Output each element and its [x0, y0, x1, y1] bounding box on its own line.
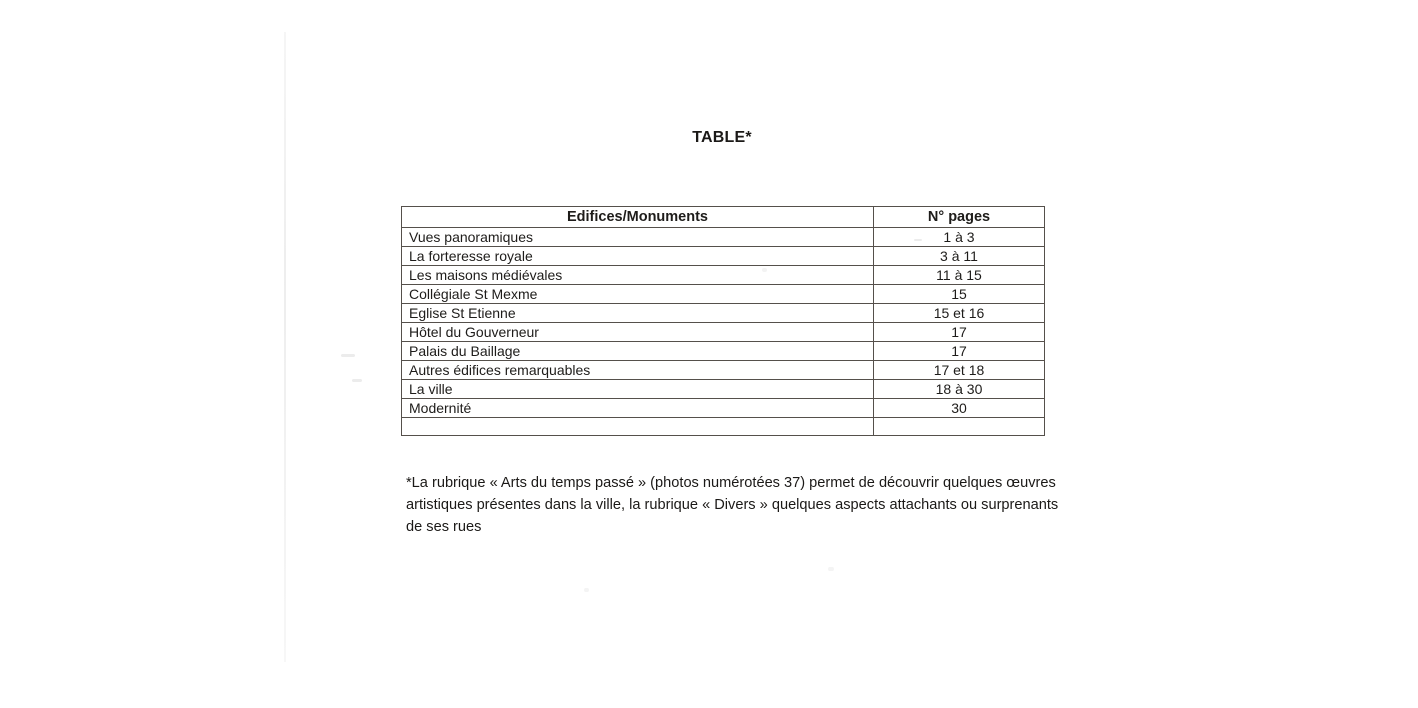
- contents-table: [401, 206, 1045, 436]
- table-row: [402, 399, 1045, 418]
- pages-cell: 15 et 16: [874, 304, 1045, 323]
- monument-cell: Autres édifices remarquables: [402, 361, 874, 380]
- table-row: [402, 285, 1045, 304]
- page-title: TABLE*: [692, 129, 752, 146]
- scan-artifact: [284, 32, 286, 662]
- table-row-empty: [402, 418, 1045, 436]
- monument-cell: [402, 418, 874, 436]
- footnote-line: *La rubrique « Arts du temps passé » (photos numérotées 37) permet de découvrir quelques œuvres: [406, 475, 1056, 491]
- table-row: [402, 323, 1045, 342]
- monument-cell: Eglise St Etienne: [402, 304, 874, 323]
- scan-artifact: [584, 588, 589, 592]
- table-row: [402, 342, 1045, 361]
- monument-cell: Palais du Baillage: [402, 342, 874, 361]
- scan-artifact: [828, 567, 834, 571]
- pages-cell: 17: [874, 342, 1045, 361]
- pages-cell: 3 à 11: [874, 247, 1045, 266]
- pages-cell: 18 à 30: [874, 380, 1045, 399]
- pages-cell: 30: [874, 399, 1045, 418]
- pages-cell: 17 et 18: [874, 361, 1045, 380]
- table-row: [402, 361, 1045, 380]
- monument-cell: Hôtel du Gouverneur: [402, 323, 874, 342]
- pages-cell: 11 à 15: [874, 266, 1045, 285]
- monument-cell: La ville: [402, 380, 874, 399]
- table-row: [402, 266, 1045, 285]
- footnote: [406, 472, 1066, 538]
- table-header-row: [402, 207, 1045, 228]
- pages-cell: [874, 418, 1045, 436]
- table-row: [402, 247, 1045, 266]
- monument-cell: Modernité: [402, 399, 874, 418]
- monument-cell: Collégiale St Mexme: [402, 285, 874, 304]
- monument-cell: Vues panoramiques: [402, 228, 874, 247]
- monument-cell: La forteresse royale: [402, 247, 874, 266]
- monuments-column-header: Edifices/Monuments: [402, 207, 874, 228]
- pages-cell: 17: [874, 323, 1045, 342]
- table-row: [402, 228, 1045, 247]
- pages-column-header: N° pages: [874, 207, 1045, 228]
- pages-cell: 1 à 3: [874, 228, 1045, 247]
- scan-artifact: [341, 354, 355, 357]
- scan-artifact: [352, 379, 362, 382]
- footnote-line: artistiques présentes dans la ville, la rubrique « Divers » quelques aspects attachants ou surprenants: [406, 497, 1059, 513]
- monument-cell: Les maisons médiévales: [402, 266, 874, 285]
- pages-cell: 15: [874, 285, 1045, 304]
- footnote-line: de ses rues: [406, 519, 482, 535]
- table-row: [402, 304, 1045, 323]
- table-row: [402, 380, 1045, 399]
